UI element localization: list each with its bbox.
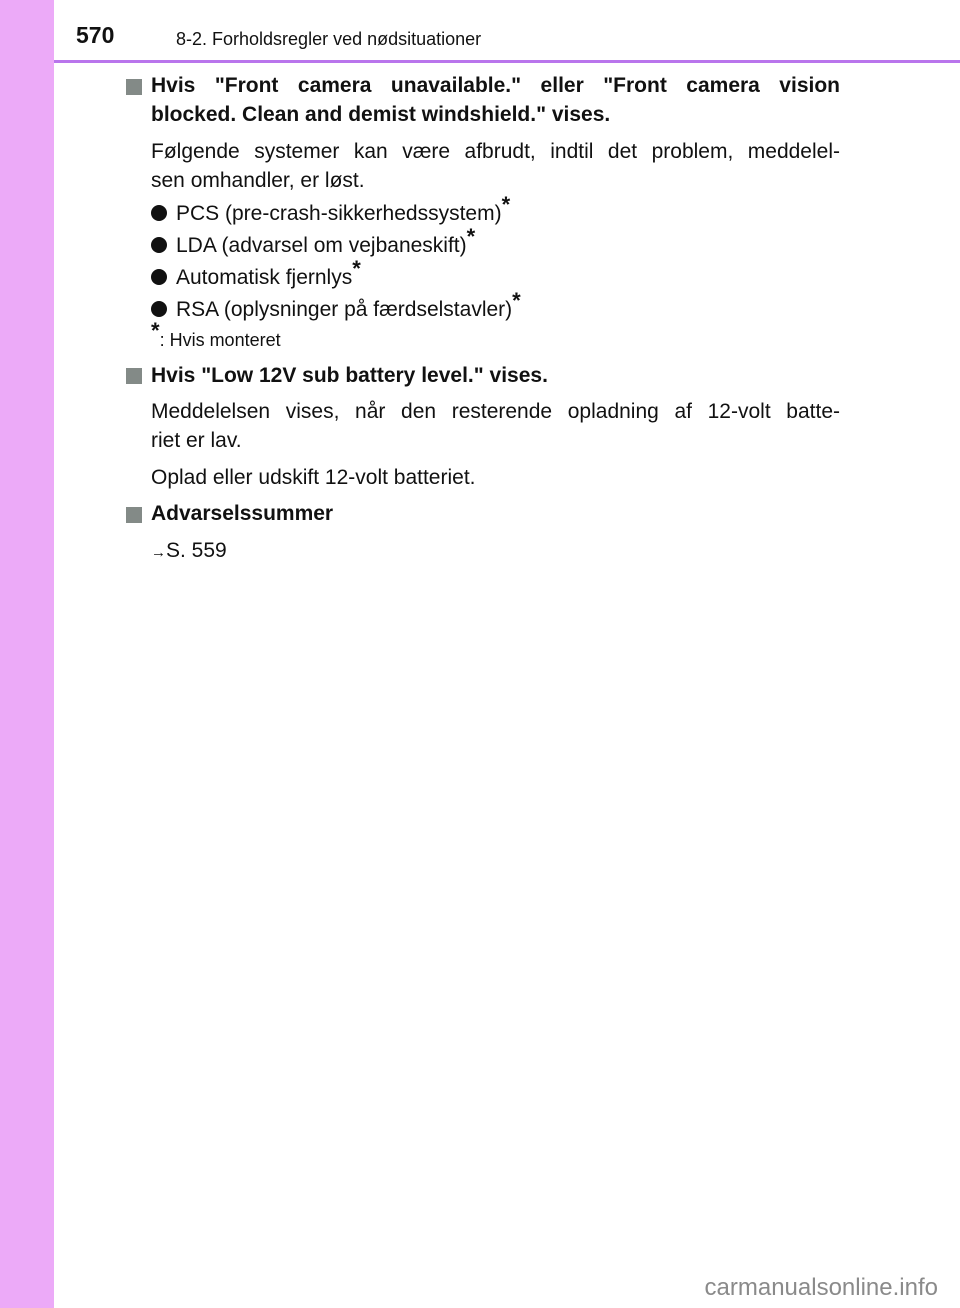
body-line: Meddelelsen vises, når den resterende opladning af 12-volt batte- xyxy=(151,400,840,423)
heading-1-line-2: blocked. Clean and demist windshield." vises. xyxy=(151,103,611,126)
body-line: Følgende systemer kan være afbrudt, indtil det problem, meddelel- xyxy=(151,140,840,163)
bullet-icon xyxy=(151,301,167,317)
square-bullet-icon xyxy=(126,507,142,523)
body-line: sen omhandler, er løst. xyxy=(151,169,365,192)
asterisk: * xyxy=(352,256,361,281)
list-item: PCS (pre-crash-sikkerhedssystem)* xyxy=(151,202,840,226)
square-bullet-icon xyxy=(126,368,142,384)
bullet-icon xyxy=(151,205,167,221)
bullet-icon xyxy=(151,269,167,285)
page-number: 570 xyxy=(76,22,115,48)
asterisk: * xyxy=(501,192,511,217)
square-bullet-icon xyxy=(126,79,142,95)
list-item: Automatisk fjernlys* xyxy=(151,266,840,290)
heading-1-line-1: Hvis "Front camera unavailable." eller "Front camera vision xyxy=(151,74,840,97)
page-reference[interactable]: →S. 559 xyxy=(151,539,227,562)
bullet-icon xyxy=(151,237,167,253)
heading-2: Hvis "Low 12V sub battery level." vises. xyxy=(151,364,548,387)
asterisk: * xyxy=(512,288,521,313)
arrow-icon: → xyxy=(151,544,166,561)
side-tab xyxy=(0,0,54,1308)
header-rule xyxy=(54,60,960,63)
watermark: carmanualsonline.info xyxy=(704,1274,938,1301)
list-item: RSA (oplysninger på færdselstavler)* xyxy=(151,298,840,322)
section-title: 8-2. Forholdsregler ved nødsituationer xyxy=(176,29,482,49)
footnote: *: Hvis monteret xyxy=(151,318,281,350)
body-line: Oplad eller udskift 12-volt batteriet. xyxy=(151,466,476,489)
asterisk: * xyxy=(466,224,476,249)
heading-3: Advarselssummer xyxy=(151,502,334,525)
body-line: riet er lav. xyxy=(151,429,242,452)
list-item: LDA (advarsel om vejbaneskift)* xyxy=(151,234,840,258)
